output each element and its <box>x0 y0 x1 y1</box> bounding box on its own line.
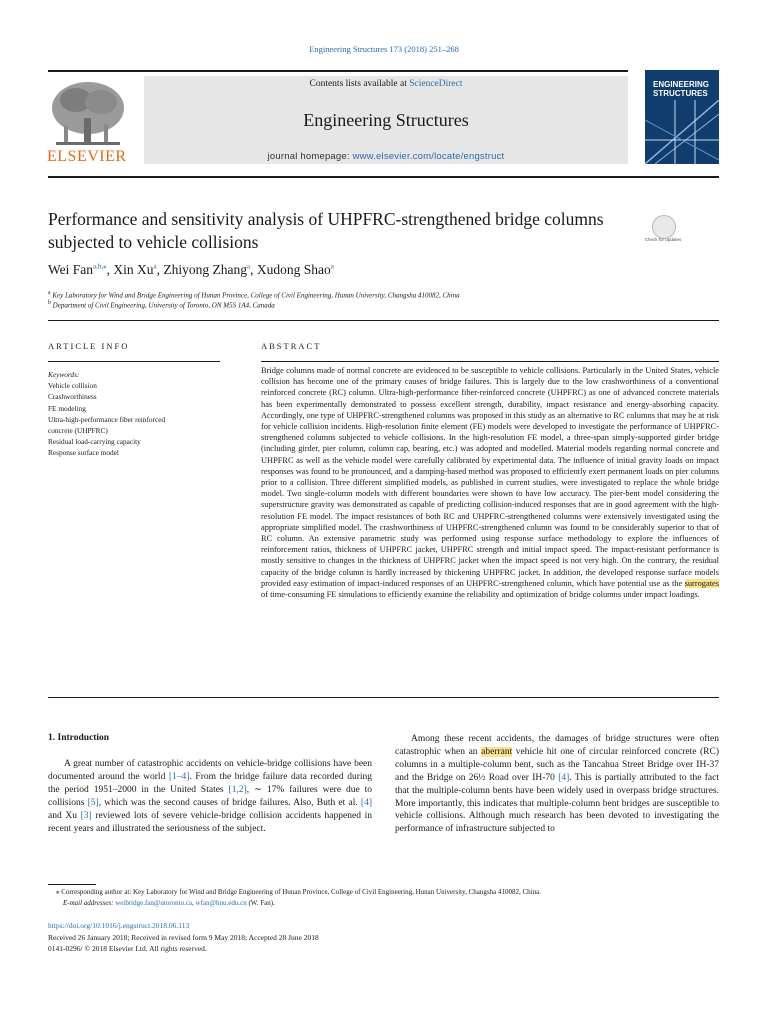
keyword: concrete (UHPFRC) <box>48 426 108 436</box>
citation-link[interactable]: [1,2] <box>228 784 247 795</box>
keyword: Crashworthiness <box>48 392 97 402</box>
abstract-body-end: of time-consuming FE simulations to efficiently examine the reliability and optimization of bridge columns under impact loadings. <box>261 590 700 600</box>
footnote-rule <box>48 884 96 885</box>
author-affiliation-mark[interactable]: a <box>153 262 157 271</box>
author-affiliation-mark[interactable]: a <box>247 262 251 271</box>
email-suffix: (W. Fan). <box>246 899 275 907</box>
text: reviewed lots of severe vehicle-bridge collision accidents happened in recent years and illustrated the seriousness of the subject. <box>48 810 373 834</box>
text: Among these recent accidents, the damages of bridge structures were often catastrophic when an <box>395 734 719 757</box>
keyword: Residual load-carrying capacity <box>48 437 141 447</box>
abstract-body: Bridge columns made of normal concrete are evidenced to be susceptible to vehicle collisions. Particularly in the United States, vehicle collision has become one of the primary causes of bridge failures. This is largely due to the low crashworthiness of a conventional reinforced concrete (RC) column. Ultra-high-performance fiber-reinforced concrete (UHPFRC) as one of advanced concrete materials has been experimentally demonstrated to possess excellent strength, durability, impact resistance and energy-absorbing capacity. Accordingly, one type of UHPFRC-strengthened columns was proposed in this study as an alternative to RC columns that may be at risk for vehicle collision incidents. High-resolution finite element (FE) models were developed to investigate the performance of UHPFRC-strengthened columns subjected to vehicle collisions. In the high-resolution FE model, a three-span simply-supported girder bridge (including girder, pier column, column cap, bearing, etc.) was adopted and modelled. Material models regarding normal concrete and UHPFRC as well as the vehicle model were carefully calibrated by experimental data. The influence of initial gravity loads on impact responses was found to be pronounced, and a damping-based method was proposed to efficiently exert permanent loads on pier columns prior to a collision. Three different simplified models, as published in current studies, were investigated to replace the whole bridge model. Two single-column models with different boundaries were shown to have low accuracy. The pier-bent model considering the superstructure gravity was demonstrated as capable of predicting collision-induced responses that are in good agreement with the high-resolution FE model. The impact resistances of both RC and UHPFRC-strengthened columns were extensively investigated using the appropriate simplified model. The crashworthiness of UHPFRC-strengthened column was found to be considerably superior to that of RC column. An extensive parametric study was performed using response surface methodology to explore the influences of reinforcement ratios, thickness of UHPFRC jacket, UHPFRC strength and initial impact speed. The impact-resistant performance is mostly sensitive to changes in the thickness of UHPFRC jacket when the impact speed is not very high. On the contrary, the residual capacity of the bridge column is hardly increased by thickening UHPFRC jacket. In addition, the developed response surface models provided easy estimation of impact-induced responses of an UHPFRC-strengthened column, which have potential use as the <box>261 366 719 588</box>
journal-homepage-line <box>144 151 628 162</box>
contents-prefix: Contents lists available at <box>309 79 410 89</box>
copyright-notice: 0141-0296/ © 2018 Elsevier Ltd. All rights reserved. <box>48 944 207 953</box>
author-name[interactable]: Zhiyong Zhang <box>163 262 247 277</box>
text: , which was the second causes of bridge failures. Also, Buth et al. <box>98 797 361 808</box>
check-for-updates-label: Check for updates <box>644 237 682 242</box>
cover-title-line1: ENGINEERING <box>653 80 710 89</box>
intro-column-left <box>48 758 372 835</box>
sciencedirect-link[interactable]: ScienceDirect <box>409 79 463 89</box>
journal-name: Engineering Structures <box>303 110 469 130</box>
affiliation-mark: a <box>48 290 51 296</box>
journal-reference[interactable]: Engineering Structures 173 (2018) 251–268 <box>309 44 459 54</box>
keyword: Vehicle collision <box>48 381 97 391</box>
homepage-prefix: journal homepage: <box>267 151 353 162</box>
affiliation-mark: b <box>48 300 51 306</box>
citation-link[interactable]: [3] <box>80 810 92 821</box>
divider <box>261 361 719 362</box>
author-affiliation-mark[interactable]: a <box>330 262 334 271</box>
email-link[interactable]: wfan@hnu.edu.cn <box>195 899 247 907</box>
text: . This is partially attributed to the fact that the multiple-column bents have been widely used in overpass bridge structures. More importantly, this indicates that multiple-column bent bridges are susceptible to vehicle collisions. Although much research has been devoted to investigating the performance of infrastructure subjected to <box>395 772 719 835</box>
email-line <box>63 899 275 907</box>
email-separator: , <box>192 899 196 907</box>
doi-link[interactable]: https://doi.org/10.1016/j.engstruct.2018.06.113 <box>48 921 190 930</box>
section-heading-introduction: 1. Introduction <box>48 733 110 743</box>
email-link[interactable]: weibridge.fan@utoronto.ca <box>115 899 193 907</box>
abstract-text <box>261 365 719 600</box>
author-name[interactable]: Xin Xu <box>113 262 154 277</box>
contents-line <box>144 79 628 89</box>
article-info-heading: ARTICLE INFO <box>48 341 130 351</box>
author-name[interactable]: Xudong Shao <box>256 262 331 277</box>
corresponding-author-note: ⁎ Corresponding author at: Key Laboratory for Wind and Bridge Engineering of Hunan Province, College of Civil Engineering, Hunan University, Changsha 410082, China. <box>56 888 541 896</box>
cover-title-line2: STRUCTURES <box>653 89 708 98</box>
affiliation-text: Department of Civil Engineering, University of Toronto, ON M5S 1A4, Canada <box>52 301 275 310</box>
highlighted-word: surrogates <box>684 578 719 588</box>
author-separator: , <box>156 262 164 277</box>
divider <box>48 320 719 321</box>
email-label: E-mail addresses: <box>63 899 116 907</box>
cover-title <box>653 80 709 98</box>
affiliation <box>48 300 275 309</box>
keywords-label: Keywords: <box>48 370 80 379</box>
paragraph <box>395 733 719 836</box>
text: A great number of catastrophic accidents on vehicle-bridge collisions have been documented around the world <box>48 759 372 782</box>
text: . From the bridge failure data recorded during the period 1951–2000 in the United States <box>48 771 372 795</box>
homepage-link[interactable]: www.elsevier.com/locate/engstruct <box>352 151 505 162</box>
divider <box>48 361 220 362</box>
divider <box>48 697 719 698</box>
author-separator: , <box>106 262 114 277</box>
abstract-heading: ABSTRACT <box>261 341 322 351</box>
text: vehicle hit one of circular reinforced concrete (RC) columns in a multiple-column bent, such as the Tancahua Street Bridge over IH-37 and the Bridge on 26½ Road over IH-70 <box>395 746 719 783</box>
author-name[interactable]: Wei Fan <box>48 262 94 277</box>
keywords-block <box>48 369 228 459</box>
citation-link[interactable]: [5] <box>87 797 99 808</box>
affiliation <box>48 290 460 299</box>
author-separator: , <box>250 262 257 277</box>
cover-structure-graphic <box>645 100 719 164</box>
text: , ∼ 17% failures were due to collisions <box>48 784 372 808</box>
citation-link[interactable]: [1–4] <box>168 771 190 782</box>
text: and Xu <box>48 810 81 821</box>
author-affiliation-mark[interactable]: a,b,⁎ <box>93 262 107 271</box>
check-for-updates-badge[interactable] <box>644 213 682 251</box>
header-bottom-rule <box>48 176 719 178</box>
keyword: Ultra-high-performance fiber reinforced <box>48 414 166 424</box>
article-dates: Received 26 January 2018; Received in revised form 9 May 2018; Accepted 28 June 2018 <box>48 933 319 942</box>
intro-column-right <box>395 733 719 836</box>
citation-link[interactable]: [4] <box>360 797 372 808</box>
article-title: Performance and sensitivity analysis of UHPFRC-strengthened bridge columns subjected to vehicle collisions <box>48 209 604 252</box>
keyword: Response surface model <box>48 448 119 458</box>
elsevier-wordmark: ELSEVIER <box>47 148 127 165</box>
journal-cover[interactable] <box>645 70 719 164</box>
citation-link[interactable]: [4] <box>558 772 570 783</box>
header-top-rule <box>48 70 628 72</box>
keyword: FE modeling <box>48 403 86 413</box>
check-for-updates-icon <box>652 215 676 239</box>
paragraph <box>48 758 372 835</box>
author-list <box>48 262 334 278</box>
affiliation-text: Key Laboratory for Wind and Bridge Engineering of Hunan Province, College of Civil Engineering, Hunan University, Changsha 410082, China <box>52 291 460 300</box>
highlighted-word: aberrant <box>481 746 513 757</box>
